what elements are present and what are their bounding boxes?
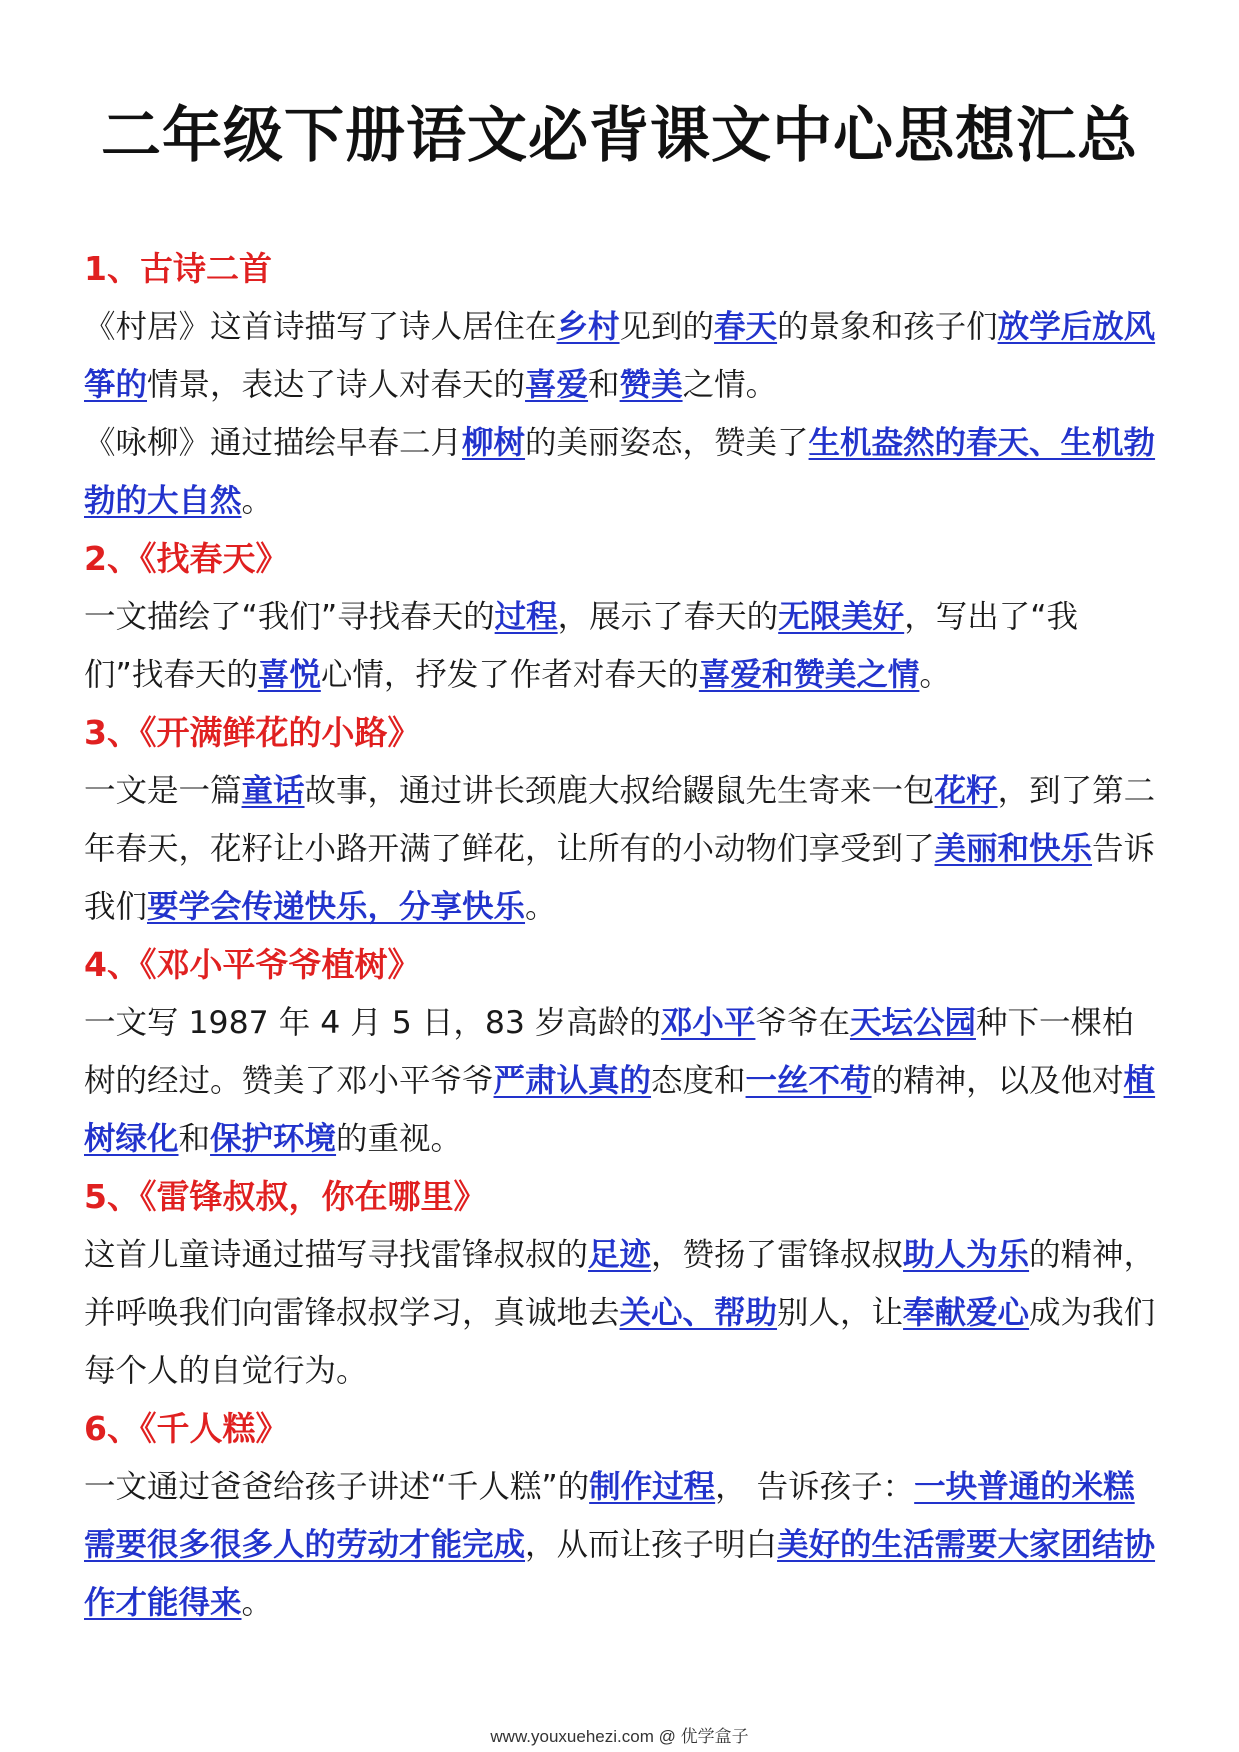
keyword-highlight: 足迹 (588, 1237, 652, 1273)
section-heading: 5、《雷锋叔叔，你在哪里》 (84, 1177, 487, 1216)
body-text: 。 (241, 483, 274, 519)
section-heading: 4、《邓小平爷爷植树》 (84, 945, 421, 984)
section-1 (84, 240, 1156, 530)
keyword-highlight: 柳树 (462, 425, 526, 461)
keyword-highlight: 无限美好 (778, 599, 905, 635)
keyword-highlight: 乡村 (556, 309, 620, 345)
keyword-highlight: 春天 (714, 309, 778, 345)
section-paragraph (84, 1226, 1156, 1400)
body-text: ，到了第二年春天，花籽让小路开满了鲜花，让所有的小动物们享受到了 (84, 773, 1156, 867)
keyword-highlight: 关心、帮助 (619, 1295, 778, 1331)
body-text: 。 (919, 657, 951, 693)
keyword-highlight: 助人为乐 (903, 1237, 1030, 1273)
body-text: 一文通过爸爸给孩子讲述“千人糕”的 (84, 1469, 590, 1505)
body-text: 的重视。 (336, 1121, 463, 1157)
keyword-highlight: 赞美 (619, 367, 683, 403)
body-text: ，写出了“我们”找春天的 (84, 599, 1079, 693)
keyword-highlight: 一块普通的米糕需要很多很多人的劳动才能完成 (84, 1469, 1135, 1563)
keyword-highlight: 喜爱 (525, 367, 589, 403)
body-text: 种下一棵柏树的经过。赞美了邓小平爷爷 (84, 1005, 1134, 1099)
body-text: 故事，通过讲长颈鹿大叔给鼹鼠先生寄来一包 (304, 773, 935, 809)
keyword-highlight: 邓小平 (660, 1005, 756, 1041)
keyword-highlight: 生机盎然的春天、生机勃勃的大自然 (84, 425, 1156, 519)
body-text: 的精神，并呼唤我们向雷锋叔叔学习，真诚地去 (84, 1237, 1156, 1331)
body-text: 的美丽姿态，赞美了 (525, 425, 809, 461)
body-text: ，从而让孩子明白 (525, 1527, 778, 1563)
keyword-highlight: 喜悦 (257, 657, 321, 693)
keyword-highlight: 放学后放风筝的 (84, 309, 1156, 403)
document-body (84, 240, 1156, 1632)
section-heading: 2、《找春天》 (84, 539, 289, 578)
page-title: 二年级下册语文必背课文中心思想汇总 (101, 101, 1138, 171)
section-4 (84, 936, 1156, 1168)
body-text: 告诉我们 (84, 831, 1156, 925)
body-text: 的精神，以及他对 (871, 1063, 1124, 1099)
body-text: 心情，抒发了作者对春天的 (320, 657, 699, 693)
keyword-highlight: 一丝不苟 (745, 1063, 872, 1099)
body-text: 。 (525, 889, 557, 925)
body-text: 之情。 (682, 367, 778, 403)
body-text: 成为我们每个人的自觉行为。 (84, 1295, 1156, 1389)
keyword-highlight: 美丽和快乐 (934, 831, 1093, 867)
keyword-highlight: 花籽 (934, 773, 998, 809)
keyword-highlight: 植树绿化 (84, 1063, 1156, 1157)
body-text: 情景，表达了诗人对春天的 (147, 367, 526, 403)
section-paragraph (84, 994, 1156, 1168)
body-text: 和 (178, 1121, 211, 1157)
section-paragraph (84, 588, 1156, 704)
body-text: 。 (241, 1585, 274, 1621)
body-text: ，赞扬了雷锋叔叔 (651, 1237, 904, 1273)
body-text: 一文写 1987 年 4 月 5 日，83 岁高龄的 (84, 1005, 661, 1041)
section-heading: 1、古诗二首 (84, 249, 272, 288)
section-2 (84, 530, 1156, 704)
body-text: 和 (588, 367, 620, 403)
body-text: 见到的 (619, 309, 715, 345)
body-text: 的景象和孩子们 (777, 309, 998, 345)
section-6 (84, 1400, 1156, 1632)
keyword-highlight: 美好的生活需要大家团结协作才能得来 (84, 1527, 1156, 1621)
body-text: 态度和 (651, 1063, 746, 1099)
keyword-highlight: 制作过程 (589, 1469, 716, 1505)
body-text: 一文描绘了“我们”寻找春天的 (84, 599, 495, 635)
section-heading: 6、《千人糕》 (84, 1409, 289, 1448)
body-text: 一文是一篇 (84, 773, 242, 809)
keyword-highlight: 喜爱和赞美之情 (698, 657, 920, 693)
keyword-highlight: 天坛公园 (849, 1005, 976, 1041)
keyword-highlight: 奉献爱心 (903, 1295, 1030, 1331)
body-text: 《村居》这首诗描写了诗人居住在 (84, 309, 557, 345)
section-paragraph (84, 1458, 1156, 1632)
body-text: 这首儿童诗通过描写寻找雷锋叔叔的 (84, 1237, 589, 1273)
section-paragraph (84, 298, 1156, 414)
body-text: 别人，让 (777, 1295, 904, 1331)
section-paragraph (84, 762, 1156, 936)
section-heading: 3、《开满鲜花的小路》 (84, 713, 421, 752)
body-text: 爷爷在 (755, 1005, 850, 1041)
keyword-highlight: 保护环境 (210, 1121, 337, 1157)
section-paragraph (84, 414, 1156, 530)
keyword-highlight: 过程 (494, 599, 558, 635)
footer-watermark: www.youxuehezi.com @ 优学盒子 (490, 1727, 749, 1746)
keyword-highlight: 要学会传递快乐，分享快乐 (147, 889, 526, 925)
keyword-highlight: 童话 (241, 773, 305, 809)
body-text: 《咏柳》通过描绘早春二月 (84, 425, 463, 461)
section-5 (84, 1168, 1156, 1400)
body-text: ，展示了春天的 (557, 599, 779, 635)
section-3 (84, 704, 1156, 936)
keyword-highlight: 严肃认真的 (493, 1063, 652, 1099)
body-text: ， 告诉孩子： (715, 1469, 915, 1505)
